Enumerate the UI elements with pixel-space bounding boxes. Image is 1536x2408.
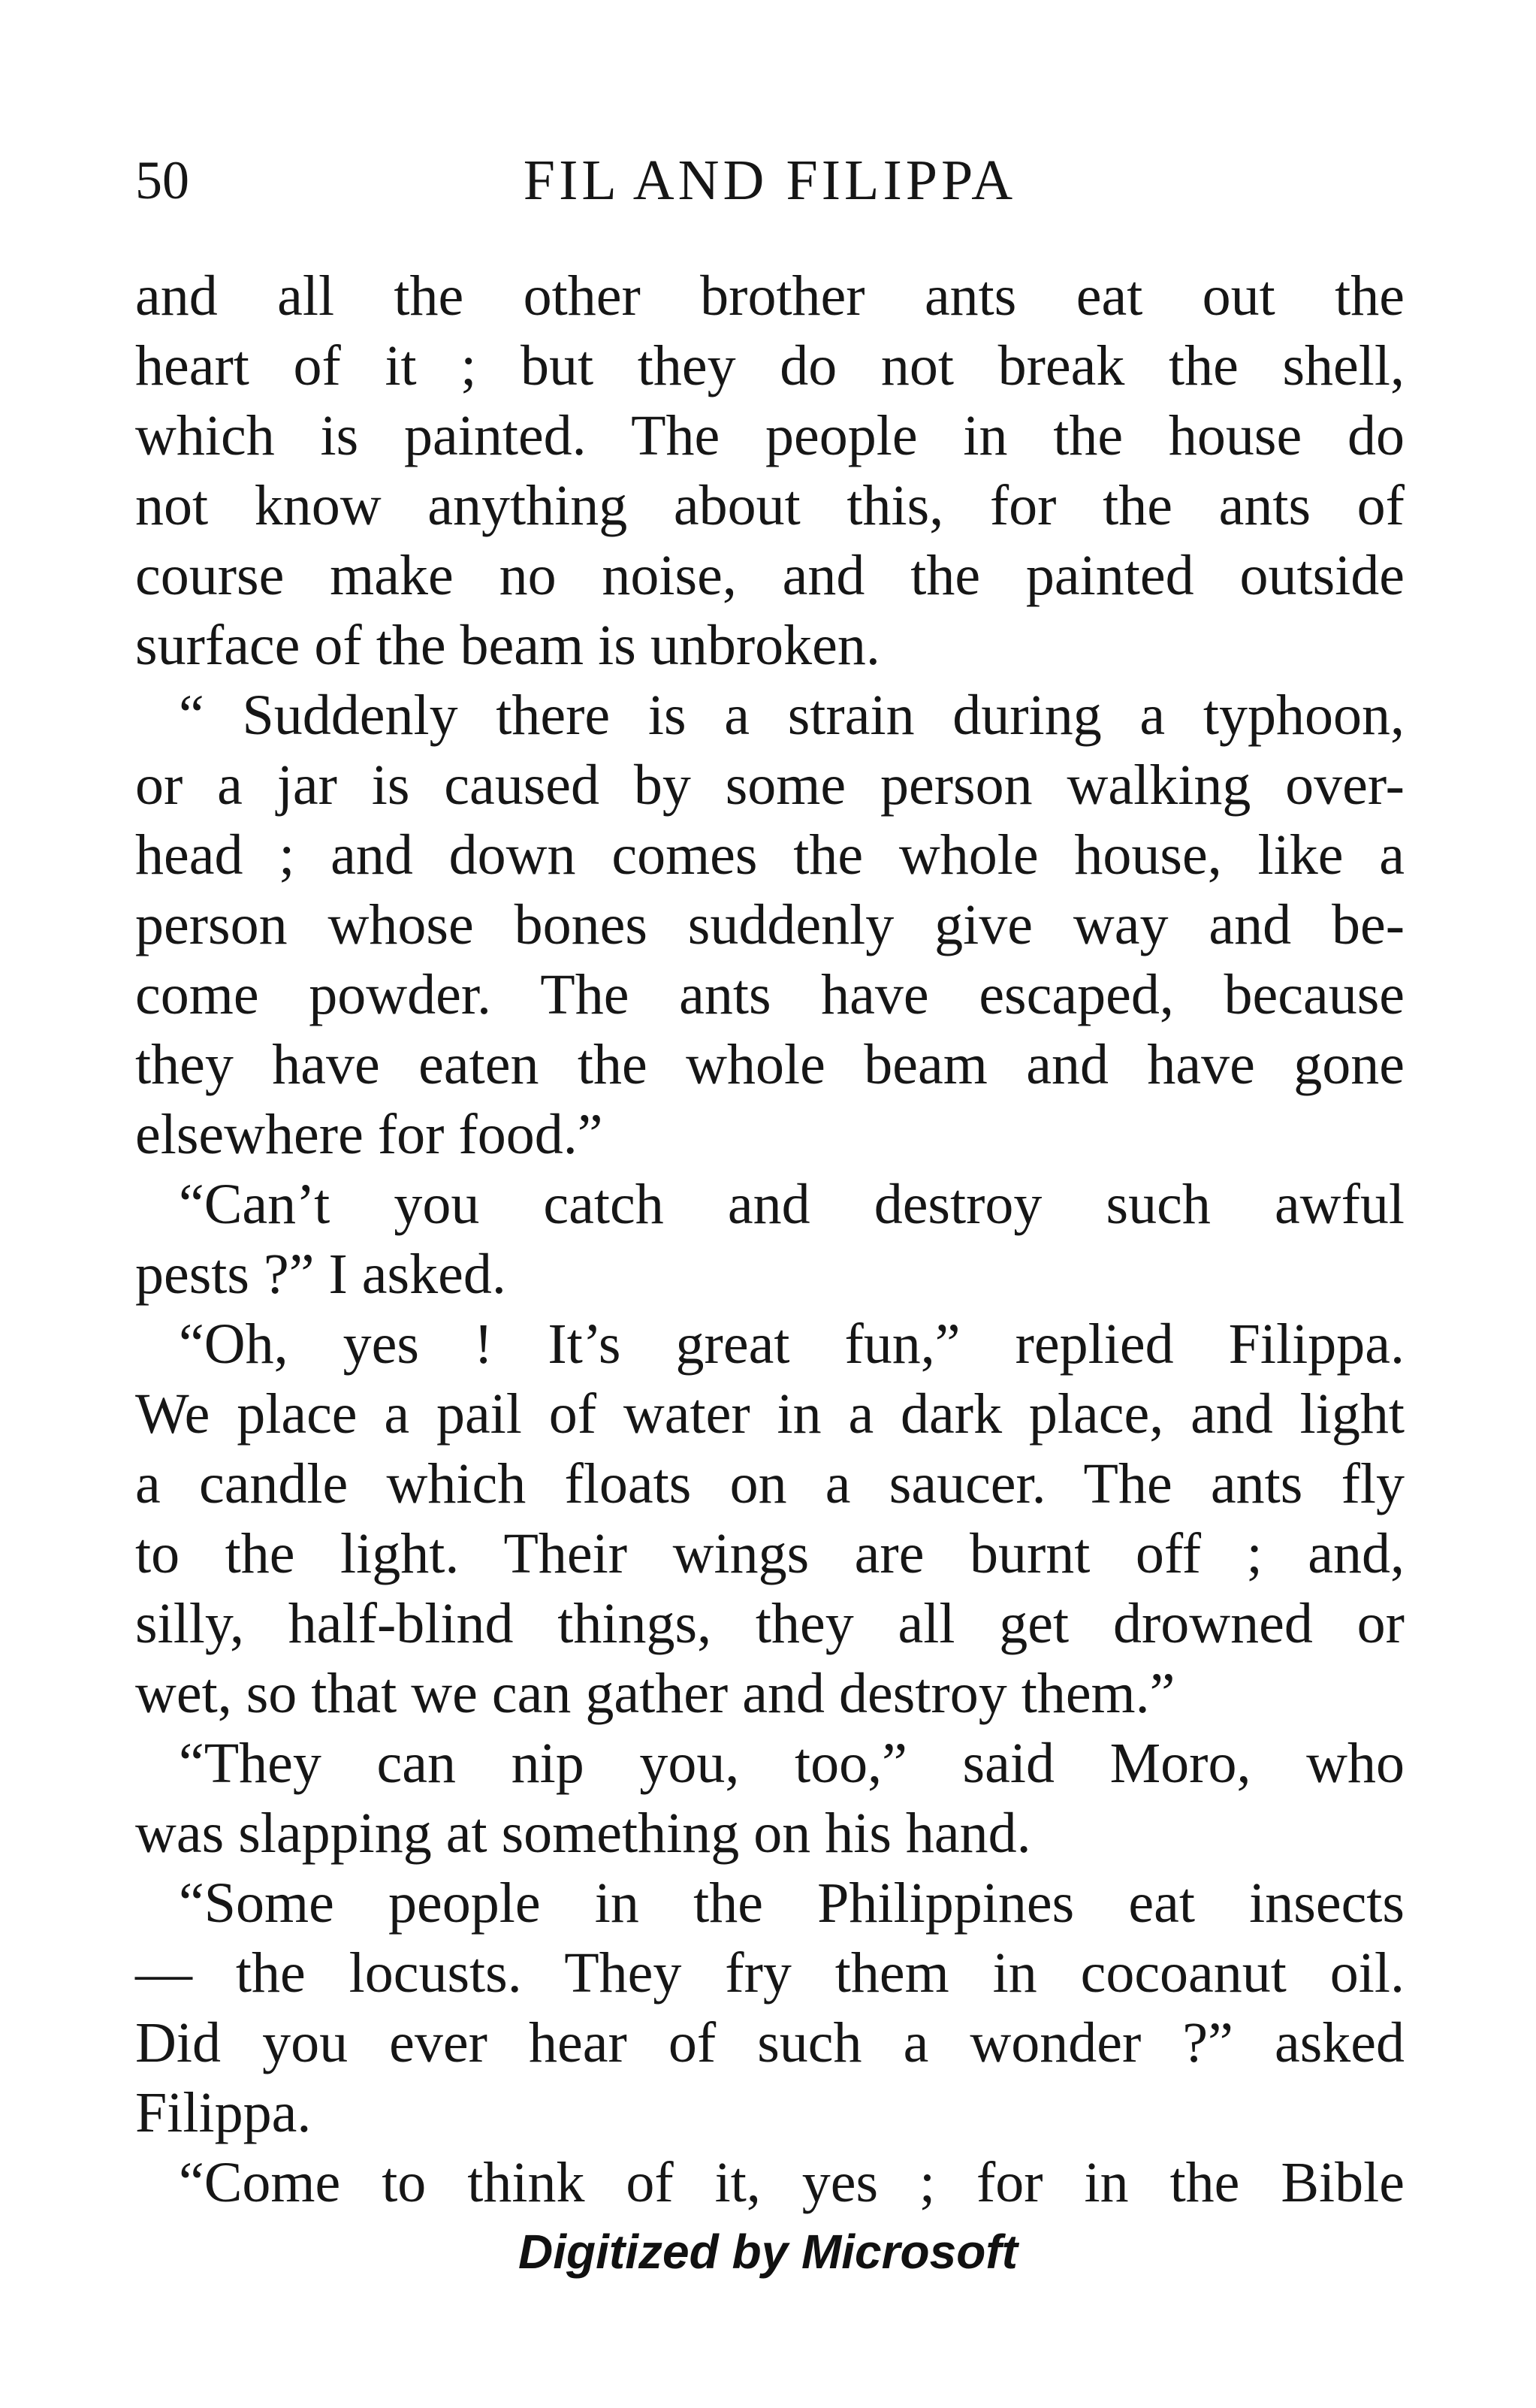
- text-line: pests ?” I asked.: [135, 1243, 506, 1306]
- text-line: heart of it ; but they do not break the shell,: [135, 334, 1405, 397]
- page-header: [135, 143, 1405, 218]
- text-line: they have eaten the whole beam and have gone: [135, 1033, 1405, 1096]
- text-line: which is painted. The people in the house do: [135, 404, 1405, 467]
- text-line: “Oh, yes ! It’s great fun,” replied Filippa.: [179, 1313, 1405, 1376]
- text-line: was slapping at something on his hand.: [135, 1802, 1031, 1865]
- text-line: “Some people in the Philippines eat insects: [179, 1872, 1405, 1935]
- text-line: “Come to think of it, yes ; for in the Bible: [179, 2151, 1405, 2214]
- text-line: course make no noise, and the painted outside: [135, 544, 1405, 607]
- text-line: elsewhere for food.”: [135, 1103, 603, 1166]
- text-line: We place a pail of water in a dark place, and light: [135, 1382, 1405, 1446]
- text-line: head ; and down comes the whole house, like a: [135, 823, 1405, 887]
- page-footer: [0, 2224, 1536, 2280]
- text-line: Filippa.: [135, 2081, 312, 2144]
- text-line: — the locusts. They fry them in cocoanut oil.: [135, 1941, 1405, 2005]
- page-number: 50: [135, 150, 189, 210]
- text-line: wet, so that we can gather and destroy them.”: [135, 1662, 1175, 1725]
- text-line: to the light. Their wings are burnt off ; and,: [135, 1522, 1405, 1585]
- text-line: surface of the beam is unbroken.: [135, 614, 880, 677]
- text-line: Did you ever hear of such a wonder ?” asked: [135, 2011, 1405, 2074]
- text-line: not know anything about this, for the ants of: [135, 474, 1405, 537]
- digitization-watermark: Digitized by Microsoft: [518, 2225, 1018, 2279]
- text-line: “ Suddenly there is a strain during a typhoon,: [179, 684, 1405, 747]
- text-line: silly, half-blind things, they all get drowned or: [135, 1592, 1405, 1655]
- text-line: person whose bones suddenly give way and be-: [135, 893, 1405, 956]
- body-text: [135, 261, 1405, 2218]
- text-line: and all the other brother ants eat out the: [135, 264, 1405, 328]
- running-title: FIL AND FILIPPA: [523, 149, 1017, 212]
- text-line: or a jar is caused by some person walking over-: [135, 754, 1405, 817]
- text-line: “They can nip you, too,” said Moro, who: [179, 1732, 1405, 1795]
- text-line: come powder. The ants have escaped, because: [135, 963, 1405, 1026]
- text-line: a candle which floats on a saucer. The ants fly: [135, 1452, 1405, 1515]
- text-line: “Can’t you catch and destroy such awful: [179, 1173, 1405, 1236]
